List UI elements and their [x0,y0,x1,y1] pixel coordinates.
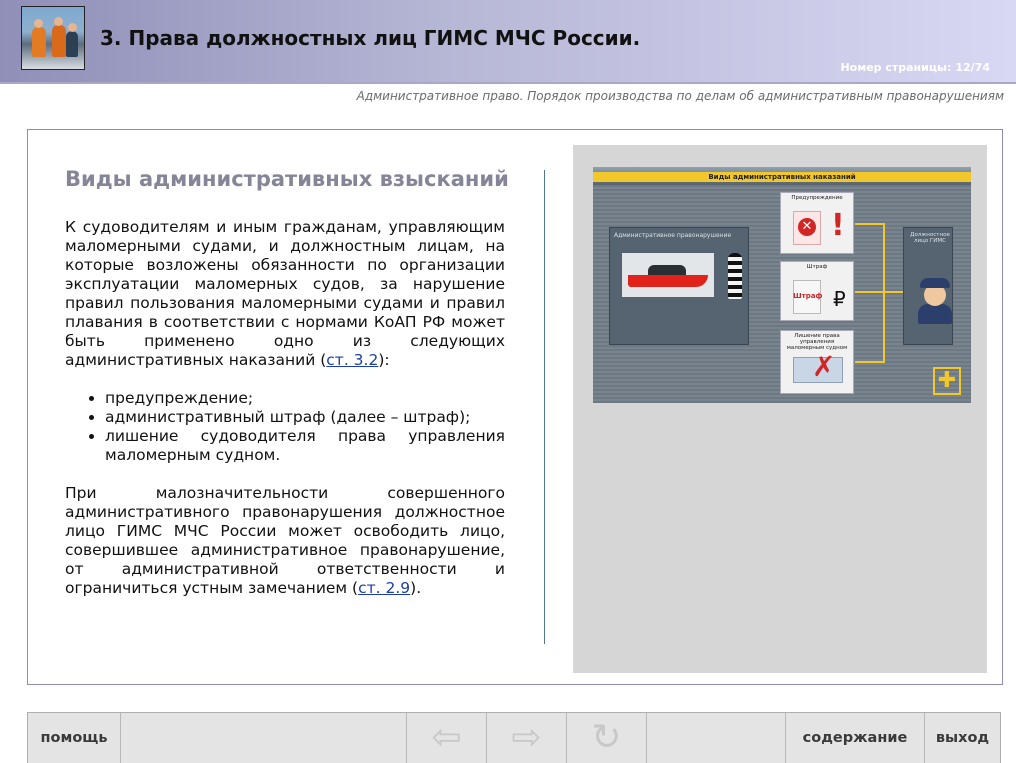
officer-card [903,227,953,345]
officer-cap [920,278,950,288]
fine-doc-text: Штраф [793,292,823,300]
paragraph-end: ): [378,351,390,369]
article-text [65,218,505,598]
penalty-list [65,389,505,465]
exclamation-icon: ! [831,208,845,243]
contents-button[interactable]: содержание [786,713,925,763]
paragraph-text: К судоводителям и иным гражданам, управляющим маломерными судами, и должностным лицам, на которые возложены обязанности по организации эксплуатации маломерных судов, за нарушение правил пользования маломерными судами и правил плавания в соответствии с нормами КоАП РФ может быть применено одно из следующих административных наказаний ( [65,218,505,369]
header-bar [0,0,1016,82]
slide-title: Виды административных наказаний [593,172,971,182]
ruble-icon: ₽ [833,287,846,311]
officer-body [918,304,952,324]
forward-arrow-icon[interactable]: ⇨ [487,713,567,763]
officer-label: Должностное лицо ГИМС [910,232,950,244]
section-heading: Виды административных взысканий [65,167,509,191]
media-panel [573,145,987,673]
penalty-diagram-slide[interactable] [593,167,971,403]
offense-label: Административное правонарушение [614,232,732,239]
back-arrow-icon[interactable]: ⇦ [407,713,487,763]
list-item: • лишение судоводителя права управления маломерным судном. [105,427,505,465]
footer-toolbar [27,712,1001,763]
paragraph-penalties [65,218,505,370]
page-number-value: 12/74 [955,61,990,74]
warning-card [780,192,854,254]
page-number [840,61,990,74]
page-title: 3. Права должностных лиц ГИМС МЧС России. [100,26,641,50]
link-article-2-9[interactable]: ст. 2.9 [358,579,411,597]
paragraph-end: ). [410,579,422,597]
header-photo [21,6,85,70]
connector-line [883,223,885,363]
list-item: • предупреждение; [105,389,505,408]
list-item: • административный штраф (далее – штраф); [105,408,505,427]
header-divider [0,82,1016,84]
license-label: Лишение права управления маломерным судном [786,333,848,351]
expand-plus-icon[interactable]: ✚ [933,367,961,395]
warning-label: Предупреждение [791,195,843,201]
help-button[interactable]: помощь [28,713,121,763]
fine-card [780,261,854,321]
connector-line [855,291,885,293]
paragraph-text: При малозначительности совершенного административного правонарушения должностное лицо ГИМС МЧС России может освободить лицо, совершившее административное правонарушение, от административной ответственности и ограничиться устным замечанием ( [65,484,505,597]
connector-line [883,291,903,293]
offense-card [609,227,749,345]
document-icon: ✕ [793,211,821,245]
prisoner-icon [728,253,742,299]
license-revocation-card [780,330,854,394]
exit-button[interactable]: выход [935,730,990,746]
toolbar-spacer [121,713,407,763]
content-frame [27,129,1003,685]
column-divider [544,170,545,644]
page-number-label: Номер страницы: [840,61,952,74]
paragraph-minor-offense [65,484,505,598]
link-article-3-2[interactable]: ст. 3.2 [326,351,379,369]
breadcrumb: Административное право. Порядок производства по делам об административным правонарушениям [356,89,1004,103]
connector-line [855,361,885,363]
fine-label: Штраф [806,264,828,270]
reload-icon[interactable]: ↻ [567,713,647,763]
boat-image [622,253,714,297]
connector-line [855,223,885,225]
license-icon: ✗ [793,357,843,383]
toolbar-spacer [647,713,786,763]
